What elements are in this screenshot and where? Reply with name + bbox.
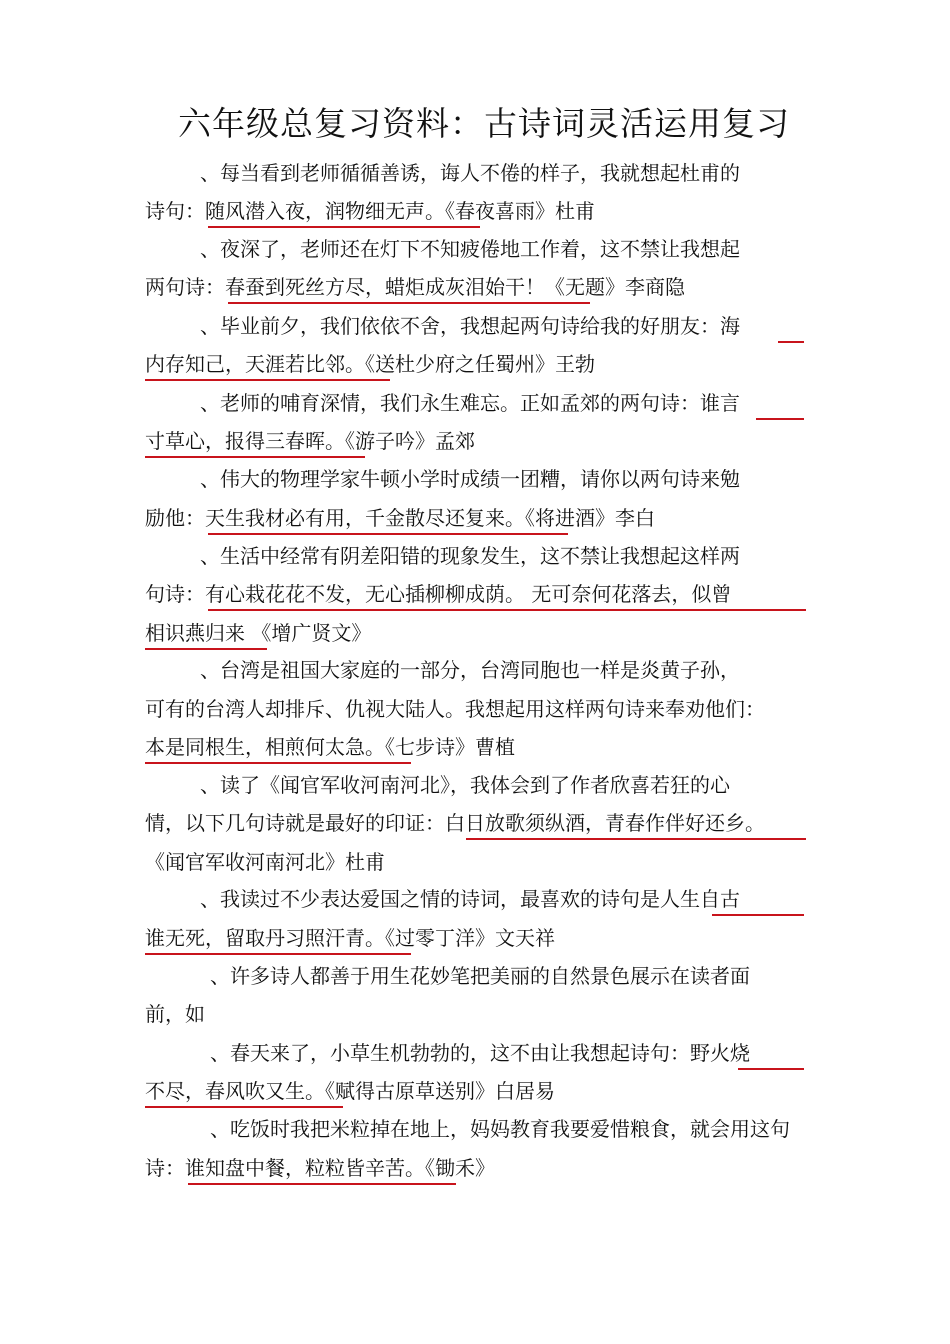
item-2-line-2: 两句诗：春蚕到死丝方尽，蜡炬成灰泪始干！《无题》李商隐 (145, 275, 685, 299)
item-11-line-1: 、春天来了，小草生机勃勃的，这不由让我想起诗句：野火烧 (210, 1041, 750, 1065)
item-8-line-3: 《闻官军收河南河北》杜甫 (145, 850, 385, 874)
item-11-line-2: 不尽，春风吹又生。《赋得古原草送别》白居易 (145, 1079, 555, 1103)
answer-underline (756, 418, 804, 420)
answer-underline (208, 226, 480, 228)
item-6-line-3: 相识燕归来 《增广贤文》 (145, 621, 372, 645)
item-8-line-1: 、读了《闻官军收河南河北》，我体会到了作者欣喜若狂的心 (200, 773, 730, 797)
item-10-line-2: 前，如 (145, 1002, 205, 1026)
item-6-line-2: 句诗：有心栽花花不发，无心插柳柳成荫。 无可奈何花落去，似曾 (145, 582, 732, 606)
item-7-line-2: 可有的台湾人却排斥、仇视大陆人。我想起用这样两句诗来奉劝他们： (145, 697, 765, 721)
answer-underline (145, 648, 267, 650)
answer-underline (712, 914, 804, 916)
page-title: 六年级总复习资料：古诗词灵活运用复习 (178, 104, 790, 143)
item-10-line-1: 、许多诗人都善于用生花妙笔把美丽的自然景色展示在读者面 (210, 964, 750, 988)
item-7-line-3: 本是同根生，相煎何太急。《七步诗》曹植 (145, 735, 515, 759)
item-5-line-2: 励他：天生我材必有用，千金散尽还复来。《将进酒》李白 (145, 506, 655, 530)
item-3-line-1: 、毕业前夕，我们依依不舍，我想起两句诗给我的好朋友：海 (200, 314, 740, 338)
answer-underline (188, 1183, 456, 1185)
item-7-line-1: 、台湾是祖国大家庭的一部分，台湾同胞也一样是炎黄子孙， (200, 658, 740, 682)
answer-underline (208, 533, 568, 535)
answer-underline (145, 762, 411, 764)
item-6-line-1: 、生活中经常有阴差阳错的现象发生，这不禁让我想起这样两 (200, 544, 740, 568)
item-3-line-2: 内存知己，天涯若比邻。《送杜少府之任蜀州》王勃 (145, 352, 595, 376)
item-9-line-1: 、我读过不少表达爱国之情的诗词，最喜欢的诗句是人生自古 (200, 887, 740, 911)
answer-underline (228, 302, 590, 304)
answer-underline (145, 379, 390, 381)
item-5-line-1: 、伟大的物理学家牛顿小学时成绩一团糟，请你以两句诗来勉 (200, 467, 740, 491)
item-12-line-2: 诗：谁知盘中餐，粒粒皆辛苦。《锄禾》 (145, 1156, 495, 1180)
answer-underline (145, 1106, 343, 1108)
answer-underline (145, 953, 411, 955)
answer-underline (778, 341, 804, 343)
item-2-line-1: 、夜深了，老师还在灯下不知疲倦地工作着，这不禁让我想起 (200, 237, 740, 261)
item-1-line-1: 、每当看到老师循循善诱，诲人不倦的样子，我就想起杜甫的 (200, 161, 740, 185)
item-1-line-2: 诗句：随风潜入夜，润物细无声。《春夜喜雨》杜甫 (145, 199, 595, 223)
item-9-line-2: 谁无死，留取丹习照汗青。《过零丁洋》文天祥 (145, 926, 555, 950)
item-12-line-1: 、吃饭时我把米粒掉在地上，妈妈教育我要爱惜粮食，就会用这句 (210, 1117, 790, 1141)
answer-underline (738, 1068, 804, 1070)
item-4-line-1: 、老师的哺育深情，我们永生难忘。正如孟郊的两句诗：谁言 (200, 391, 740, 415)
answer-underline (145, 456, 365, 458)
answer-underline (208, 609, 806, 611)
item-8-line-2: 情，以下几句诗就是最好的印证：白日放歌须纵酒，青春作伴好还乡。 (145, 811, 765, 835)
answer-underline (466, 838, 806, 840)
item-4-line-2: 寸草心，报得三春晖。《游子吟》孟郊 (145, 429, 475, 453)
